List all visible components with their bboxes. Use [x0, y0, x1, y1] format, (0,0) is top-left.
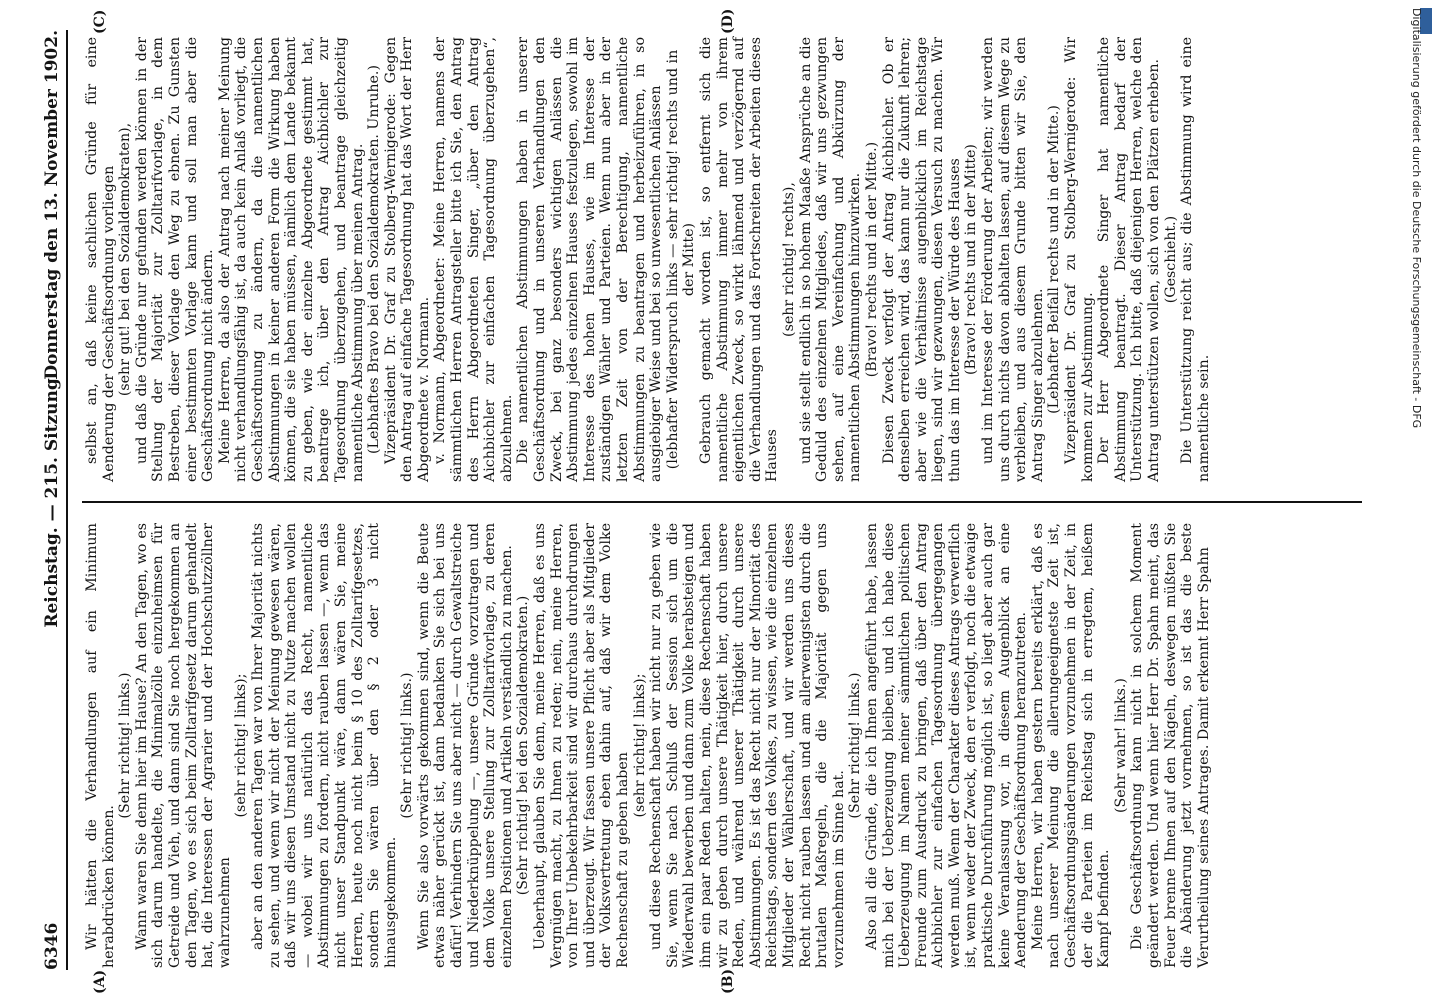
interjection: (Geschieht.): [1162, 215, 1179, 304]
interjection: (Sehr richtig! links.): [117, 672, 134, 819]
column-divider: [82, 501, 1362, 503]
paragraph: Wann waren Sie denn hier im Hause? An den Tagen, wo es sich darum handelte, die Minimalzölle einzuheimsen für Getreide und Vieh, und dann sind Sie noch hergekommen an den Tagen, wo es sich beim Zolltarifgesetz darum gehandelt hat, die Interessen der Agrarier und der Hochschutzzöllner wahrzunehmen: [133, 523, 233, 968]
interjection: (Bravo! rechts und in der Mitte): [963, 144, 980, 375]
paragraph: Vizepräsident Dr. Graf zu Stolberg-Wernigerode: Gegen den Antrag auf einfache Tagesordnung hat das Wort der Herr Abgeordnete v. Normann.: [382, 37, 432, 482]
interjection: (lebhafter Widerspruch links — sehr richtig! rechts und in der Mitte): [664, 49, 698, 470]
paragraph: Vizepräsident Dr. Graf zu Stolberg-Wernigerode: Wir kommen zur Abstimmung.: [1063, 37, 1096, 482]
paragraph: und daß die Gründe nur gefunden werden können in der Stellung der Majorität zur Zolltarifvorlage, in dem Bestreben, dieser Vorlage den Weg zu ebnen. Zu Gunsten einer bestimmten Vorlage kann und soll man aber die Geschäftsordnung nicht ändern.: [133, 37, 217, 482]
margin-mark-b: (B): [720, 968, 736, 994]
margin-mark-a: (A): [92, 969, 108, 994]
paragraph: und sie stellt endlich in so hohem Maaße Ansprüche an die Geduld des einzelnen Mitgliedes, daß wir uns gezwungen sehen, auf eine Vereinfachung und Abkürzung der namentlichen Abstimmungen hinzuwirken.: [797, 37, 864, 482]
paragraph: aber an den anderen Tagen war von Ihrer Majorität nichts zu sehen, und wenn wir nicht der Meinung gewesen wären, daß wir uns diesen Umstand nicht zu Nutze machen wollen — wobei wir uns natürlich das Recht, namentliche Abstimmungen zu fordern, nicht rauben lassen —, wenn das nicht unser Standpunkt wäre, dann wären Sie, meine Herren, heute noch nicht beim § 10 des Zolltarifgesetzes, sondern Sie wären über den § 2 oder 3 nicht hinausgekommen.: [249, 523, 399, 968]
interjection: (Sehr richtig! links.): [847, 672, 864, 819]
paragraph: Meine Herren, wir haben gestern bereits erklärt, daß es nach unserer Meinung die allerungeeignetste Zeit ist, Geschäftsordnungsänderungen vorzunehmen in der Zeit, in der die Parteien im Reichstag sich in erregtem, heißem Kampf befinden.: [1029, 523, 1113, 968]
interjection: (sehr gut! bei den Sozialdemokraten),: [117, 122, 134, 397]
left-text-column: [84, 523, 1212, 968]
margin-mark-d: (D): [720, 8, 736, 34]
right-text-column: [84, 37, 1212, 482]
interjection: (Lebhafter Beifall rechts und in der Mitte.): [1046, 105, 1063, 414]
page-number: 6346: [42, 922, 62, 970]
paragraph: Wir hätten die Verhandlungen auf ein Minimum herabdrücken können.: [84, 523, 117, 968]
margin-mark-c: (C): [92, 9, 108, 34]
paragraph: Ueberhaupt, glauben Sie denn, meine Herren, daß es uns Vergnügen macht, zu Ihnen zu reden; nein, meine Herren, von Ihrer Unbekehrbarkeit sind wir durchaus durchdrungen und überzeugt. Wir fassen unsere Pflicht aber als Mitglieder der Volksvertretung eben dahin auf, daß wir dem Volke Rechenschaft zu geben haben: [532, 523, 631, 968]
page-header: [36, 30, 68, 970]
paragraph: Gebrauch gemacht worden ist, so entfernt sich die namentliche Abstimmung immer mehr von ihrem eigentlichen Zweck, so wirkt lähmend und verzögernd auf die Verhandlungen und das Fortschreiten der Arbeiten dieses Hauses: [697, 37, 781, 482]
paragraph: und diese Rechenschaft haben wir nicht nur zu geben wie Sie, wenn Sie nach Schluß der Session sich um die Wiederwahl bewerben und dann zum Volke herabsteigen und ihm ein paar Reden halten, nein, diese Rechenschaft haben wir zu geben durch unsere Thätigkeit hier, durch unsere Reden, und während unserer Thätigkeit durch unsere Abstimmungen. Es ist das Recht nicht nur der Minorität des Reichstags, sondern des Volkes, zu wissen, wie die einzelnen Mitglieder der Wählerschaft, und wir werden uns dieses Recht nicht rauben lassen und am allerwenigsten durch die brutalen Maßregeln, die die Majorität gegen uns vorzunehmen im Sinne hat.: [648, 523, 847, 968]
interjection: (sehr richtig! rechts),: [780, 182, 797, 337]
paragraph: Wenn Sie also vorwärts gekommen sind, wenn die Beute etwas näher gerückt ist, dann bedanken Sie sich bei uns dafür! Verhindern Sie uns aber nicht — durch Gewaltstreiche und Niederknüppelung —, unsere Gründe vorzutragen und dem Volke unsere Stellung zur Zolltarifvorlage, zu deren einzelnen Positionen und Artikeln verständlich zu machen.: [415, 523, 515, 968]
session-date: Donnerstag den 13. November 1902.: [42, 30, 62, 380]
interjection: (Sehr wahr! links.): [1112, 678, 1129, 813]
interjection: (sehr richtig! links);: [631, 673, 648, 818]
paragraph: Die namentlichen Abstimmungen haben in unserer Geschäftsordnung und in unseren Verhandlungen den Zweck, bei ganz besonders wichtigen Anlässen die Abstimmung jedes einzelnen Hauses festzulegen, sowohl im Interesse des hohen Hauses, wie im Interesse der zuständigen Wähler und Parteien. Wenn nun aber in der letzten Zeit von der Berechtigung, namentliche Abstimmungen zu beantragen und herbeizuführen, in so ausgiebiger Weise und bei so unwesentlichen Anlässen: [515, 37, 665, 482]
paragraph: Diesen Zweck verfolgt der Antrag Aichbichler. Ob er denselben erreichen wird, das kann nur die Zukunft lehren; aber wie die Verhältnisse augenblicklich im Reichstage liegen, sind wir gezwungen, diesen Versuch zu machen. Wir thun das im Interesse der Würde des Hauses: [880, 37, 963, 482]
interjection: (Sehr richtig! bei den Sozialdemokraten.): [515, 595, 532, 896]
digitization-credit: Digitalisierung gefördert durch die Deutsche Forschungsgemeinschaft - DFG: [1410, 8, 1423, 429]
paragraph: Der Herr Abgeordnete Singer hat namentliche Abstimmung beantragt. Dieser Antrag bedarf der Unterstützung. Ich bitte, daß diejenigen Herren, welche den Antrag unterstützen wollen, sich von den Plätzen erheben.: [1096, 37, 1162, 482]
paragraph: v. Normann, Abgeordneter: Meine Herren, namens der sämmtlichen Herren Antragsteller bitte ich Sie, den Antrag des Herrn Abgeordneten Singer, „über den Antrag Aichbichler zur einfachen Tagesordnung überzugehen“, abzulehnen.: [432, 37, 515, 482]
interjection: (Sehr richtig! links.): [399, 672, 416, 819]
paragraph: selbst an, daß keine sachlichen Gründe für eine Aenderung der Geschäftsordnung vorliegen: [84, 37, 117, 482]
paragraph: und im Interesse der Förderung der Arbeiten; wir werden uns durch nichts davon abhalten lassen, auf diesem Wege zu verbleiben, und aus diesem Grunde bitten wir Sie, den Antrag Singer abzulehnen.: [980, 37, 1046, 482]
paragraph: Meine Herren, da also der Antrag nach meiner Meinung nicht verhandlungsfähig ist, da auch kein Anlaß vorliegt, die Geschäftsordnung zu ändern, da die namentlichen Abstimmungen in keiner anderen Form die Wirkung haben können, die sie haben müssen, nämlich dem Lande bekannt zu geben, wie der einzelne Abgeordnete gestimmt hat, beantrage ich, über den Antrag Aichbichler zur Tagesordnung überzugehen, und beantrage gleichzeitig namentliche Abstimmung über meinen Antrag.: [216, 37, 366, 482]
interjection: (Bravo! rechts und in der Mitte.): [863, 141, 880, 378]
paragraph: Also all die Gründe, die ich Ihnen angeführt habe, lassen mich bei der Ueberzeugung bleiben, und ich habe diese Ueberzeugung im Namen meiner sämmtlichen politischen Freunde zum Ausdruck zu bringen, daß über den Antrag Aichbichler zur einfachen Tagesordnung übergegangen werden muß. Wenn der Charakter dieses Antrags verwerflich ist, wenn weder der Zweck, den er verfolgt, noch die etwaige praktische Durchführung möglich ist, so liegt aber auch gar keine Veranlassung vor, in diesem Augenblick an eine Aenderung der Geschäftsordnung heranzutreten.: [863, 523, 1030, 968]
paragraph: Die Geschäftsordnung kann nicht in solchem Moment geändert werden. Und wenn hier Herr Dr. Spahn meint, das Feuer brenne Ihnen auf den Nägeln, deswegen müßten Sie die Abänderung jetzt vornehmen, so ist das die beste Verurtheilung seines Antrages. Damit erkennt Herr Spahn: [1129, 523, 1212, 968]
interjection: (Lebhaftes Bravo bei den Sozialdemokraten. Unruhe.): [366, 65, 383, 454]
paragraph: Die Unterstützung reicht aus; die Abstimmung wird eine namentliche sein.: [1179, 37, 1212, 482]
session-title: Reichstag. — 215. Sitzung.: [42, 372, 62, 628]
interjection: (sehr richtig! links);: [233, 673, 250, 818]
